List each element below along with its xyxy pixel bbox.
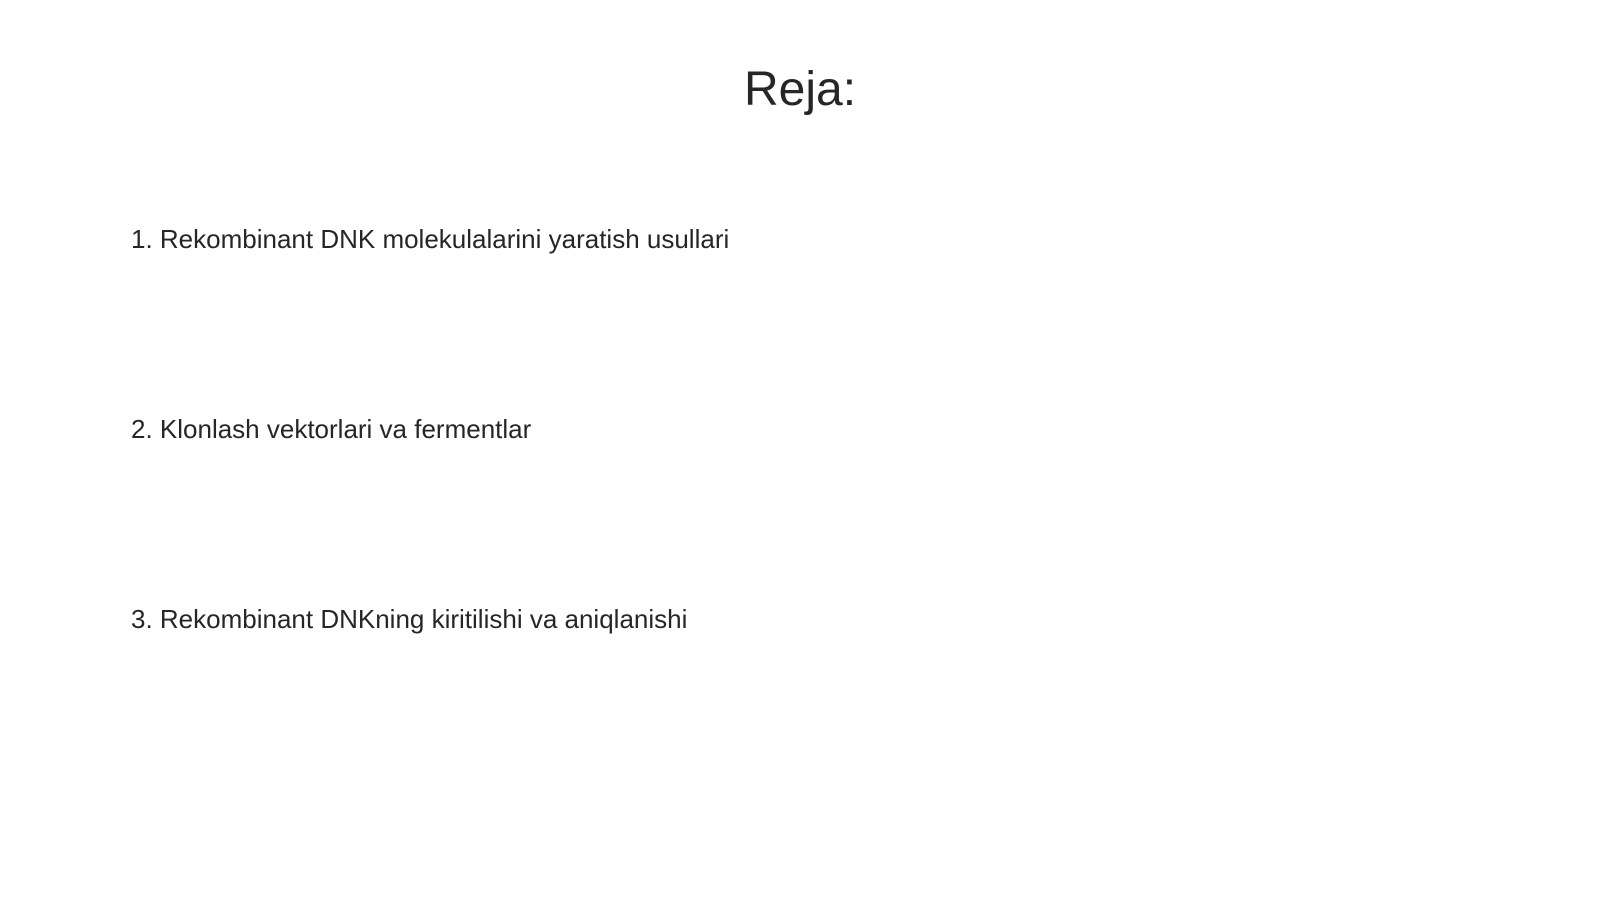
plan-item-3: 3. Rekombinant DNKning kiritilishi va aniqlanishi bbox=[131, 604, 688, 634]
plan-item-1: 1. Rekombinant DNK molekulalarini yaratish usullari bbox=[131, 224, 730, 254]
slide-title: Reja: bbox=[743, 63, 857, 116]
plan-item-2: 2. Klonlash vektorlari va fermentlar bbox=[131, 414, 532, 444]
